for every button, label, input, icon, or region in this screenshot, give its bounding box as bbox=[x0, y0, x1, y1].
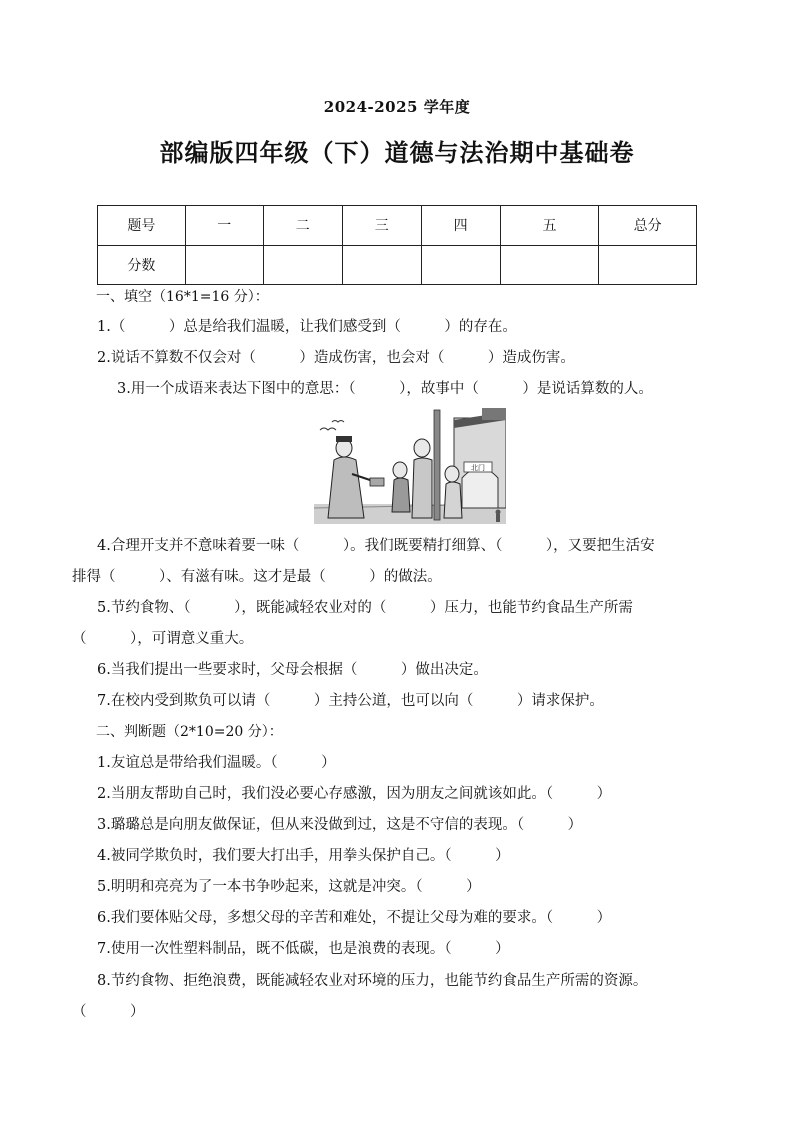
question: 3.璐璐总是向朋友做保证，但从来没做到过，这是不守信的表现。（ ） bbox=[97, 817, 583, 833]
question: 7.在校内受到欺负可以请（ ）主持公道，也可以向（ ）请求保护。 bbox=[97, 693, 604, 709]
question: 5.节约食物、（ ），既能减轻农业对的（ ）压力，也能节约食品生产所需 bbox=[97, 600, 633, 616]
question: 3.用一个成语来表达下图中的意思：（ ），故事中（ ）是说话算数的人。 bbox=[117, 381, 653, 397]
table-cell: 五 bbox=[500, 206, 599, 246]
gate-sign-text: 北门 bbox=[471, 464, 485, 472]
table-cell: 总分 bbox=[599, 206, 697, 246]
table-cell: 三 bbox=[342, 206, 421, 246]
table-cell: 题号 bbox=[98, 206, 186, 246]
table-row bbox=[98, 245, 697, 285]
question-continuation: （ ） bbox=[72, 1004, 145, 1020]
school-year: 2024-2025 学年度 bbox=[323, 98, 471, 116]
score-entry-cell[interactable] bbox=[421, 245, 500, 285]
score-entry-cell[interactable] bbox=[185, 245, 263, 285]
score-entry-cell[interactable] bbox=[500, 245, 599, 285]
idiom-illustration bbox=[314, 408, 506, 524]
question: 5.明明和亮亮为了一本书争吵起来，这就是冲突。（ ） bbox=[97, 879, 481, 895]
score-entry-cell[interactable] bbox=[599, 245, 697, 285]
score-table bbox=[97, 205, 697, 285]
question: 4.合理开支并不意味着要一味（ ）。我们既要精打细算、（ ），又要把生活安 bbox=[97, 538, 655, 554]
question: 6.当我们提出一些要求时，父母会根据（ ）做出决定。 bbox=[97, 662, 488, 678]
section-heading: 一、填空（16*1=16 分）： bbox=[96, 289, 269, 305]
score-entry-cell[interactable] bbox=[342, 245, 421, 285]
question: 2.当朋友帮助自己时，我们没必要心存感激，因为朋友之间就该如此。（ ） bbox=[97, 786, 612, 802]
question: 1.（ ）总是给我们温暖，让我们感受到（ ）的存在。 bbox=[97, 319, 517, 335]
table-row bbox=[98, 206, 697, 246]
question: 2.说话不算数不仅会对（ ）造成伤害，也会对（ ）造成伤害。 bbox=[97, 350, 575, 366]
table-cell: 二 bbox=[263, 206, 342, 246]
question: 1.友谊总是带给我们温暖。（ ） bbox=[97, 755, 336, 771]
question-continuation: 排得（ ）、有滋有味。这才是最（ ）的做法。 bbox=[72, 569, 442, 585]
table-cell: 分数 bbox=[98, 245, 186, 285]
section-heading: 二、判断题（2*10=20 分）： bbox=[96, 724, 283, 740]
score-entry-cell[interactable] bbox=[263, 245, 342, 285]
question: 4.被同学欺负时，我们要大打出手，用拳头保护自己。（ ） bbox=[97, 848, 510, 864]
question-continuation: （ ），可谓意义重大。 bbox=[72, 631, 254, 647]
table-cell: 四 bbox=[421, 206, 500, 246]
table-cell: 一 bbox=[185, 206, 263, 246]
question: 7.使用一次性塑料制品，既不低碳，也是浪费的表现。（ ） bbox=[97, 941, 510, 957]
question: 6.我们要体贴父母，多想父母的辛苦和难处，不提让父母为难的要求。（ ） bbox=[97, 910, 612, 926]
page-title: 部编版四年级（下）道德与法治期中基础卷 bbox=[159, 138, 635, 167]
question: 8.节约食物、拒绝浪费，既能减轻农业对环境的压力，也能节约食品生产所需的资源。 bbox=[97, 973, 648, 989]
